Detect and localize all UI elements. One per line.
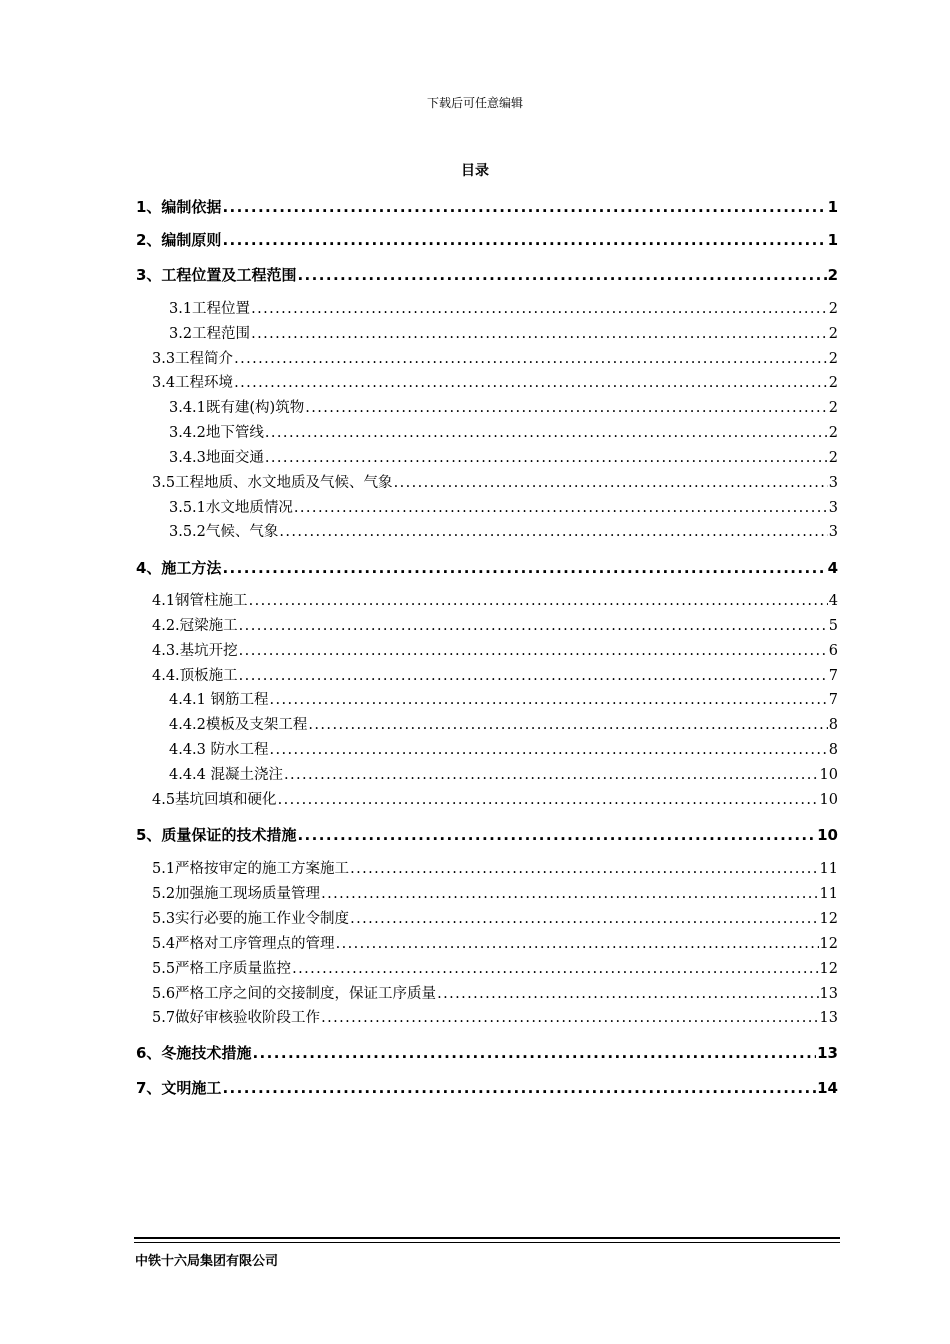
toc-dot-leader [321,883,818,905]
toc-dot-leader [279,521,827,543]
toc-entry-page: 12 [819,961,838,977]
toc-entry[interactable] [136,264,838,286]
toc-entry[interactable] [152,958,838,980]
toc-entry-page: 13 [817,1044,838,1062]
toc-entry[interactable] [152,883,838,905]
header-note: 下载后可任意编辑 [426,96,523,110]
toc-entry[interactable] [152,665,838,687]
toc-entry-label: 5.7做好审核验收阶段工作 [152,1010,321,1026]
toc-entry[interactable] [169,714,838,736]
toc-dot-leader [222,1077,816,1099]
toc-dot-leader [222,557,826,579]
toc-entry[interactable] [169,323,838,345]
toc-dot-leader [239,615,828,637]
toc-dot-leader [234,372,828,394]
toc-entry-label: 5.6严格工序之间的交接制度，保证工序质量 [152,986,437,1002]
toc-entry[interactable] [136,1077,838,1099]
toc-entry-label: 5.4严格对工序管理点的管理 [152,936,335,952]
toc-dot-leader [270,739,828,761]
toc-dot-leader [321,1007,818,1029]
toc-entry-page: 2 [828,375,838,391]
toc-dot-leader [251,298,828,320]
toc-entry[interactable] [169,521,838,543]
toc-dot-leader [350,858,818,880]
toc-entry-page: 10 [817,826,838,844]
toc-entry-page: 2 [828,400,838,416]
toc-entry-label: 7、文明施工 [136,1079,222,1097]
toc-entry-page: 1 [827,198,838,216]
toc-entry[interactable] [152,1007,838,1029]
toc-entry-page: 2 [828,301,838,317]
toc-entry-page: 3 [828,524,838,540]
toc-entry-page: 13 [819,1010,838,1026]
toc-entry-page: 6 [828,643,838,659]
toc-entry-label: 5、质量保证的技术措施 [136,826,297,844]
toc-entry[interactable] [152,615,838,637]
toc-dot-leader [297,264,826,286]
toc-entry-label: 5.3实行必要的施工作业令制度 [152,911,350,927]
toc-entry[interactable] [136,229,838,251]
toc-entry[interactable] [152,640,838,662]
toc-entry-label: 3.1工程位置 [169,301,251,317]
toc-entry[interactable] [152,472,838,494]
toc-entry[interactable] [169,689,838,711]
toc-entry-label: 4.4.4 混凝土浇注 [169,767,284,783]
toc-entry[interactable] [169,739,838,761]
toc-entry-label: 3.5工程地质、水文地质及气候、气象 [152,475,393,491]
toc-entry-label: 3.4.3地面交通 [169,450,264,466]
toc-dot-leader [278,789,819,811]
toc-entry-page: 10 [819,792,838,808]
toc-entry-label: 3.4.1既有建(构)筑物 [169,400,305,416]
toc-entry[interactable] [152,372,838,394]
toc-entry-page: 14 [817,1079,838,1097]
toc-dot-leader [336,933,819,955]
toc-dot-leader [222,196,826,218]
toc-entry-page: 2 [828,326,838,342]
toc-dot-leader [265,422,828,444]
toc-entry-label: 3、工程位置及工程范围 [136,266,297,284]
toc-entry-label: 5.2加强施工现场质量管理 [152,886,321,902]
toc-entry-label: 5.1严格按审定的施工方案施工 [152,861,350,877]
toc-entry[interactable] [169,497,838,519]
toc-dot-leader [222,229,826,251]
toc-entry-page: 8 [828,717,838,733]
toc-entry-page: 8 [828,742,838,758]
toc-entry[interactable] [152,858,838,880]
toc-entry-label: 2、编制原则 [136,231,222,249]
toc-entry[interactable] [152,590,838,612]
toc-entry-label: 3.5.1水文地质情况 [169,500,293,516]
footer-rule-thin [134,1242,840,1243]
toc-entry-label: 3.5.2气候、气象 [169,524,279,540]
toc-dot-leader [284,764,819,786]
toc-dot-leader [292,958,818,980]
toc-entry[interactable] [169,447,838,469]
toc-entry-label: 4.2.冠梁施工 [152,618,238,634]
toc-dot-leader [252,1042,816,1064]
toc-entry-page: 4 [827,559,838,577]
toc-dot-leader [437,983,818,1005]
toc-dot-leader [297,824,816,846]
toc-entry-label: 4.1钢管柱施工 [152,593,248,609]
toc-dot-leader [234,348,828,370]
footer-rule [134,1237,840,1239]
toc-entry-label: 6、冬施技术措施 [136,1044,252,1062]
toc-entry-page: 11 [819,861,838,877]
toc-entry-label: 3.4工程环境 [152,375,234,391]
toc-entry-page: 2 [828,351,838,367]
toc-entry-page: 3 [828,500,838,516]
toc-entry[interactable] [136,824,838,846]
toc-entry[interactable] [152,789,838,811]
toc-entry-page: 7 [828,692,838,708]
toc-entry[interactable] [152,348,838,370]
toc-dot-leader [270,689,828,711]
toc-entry-label: 4.3.基坑开挖 [152,643,238,659]
toc-title: 目录 [461,163,489,179]
toc-entry[interactable] [169,422,838,444]
toc-entry-page: 13 [819,986,838,1002]
toc-dot-leader [239,640,828,662]
toc-entry-page: 2 [828,450,838,466]
toc-entry-page: 10 [819,767,838,783]
toc-entry-label: 4.4.2模板及支架工程 [169,717,308,733]
toc-entry[interactable] [152,933,838,955]
toc-dot-leader [265,447,828,469]
toc-dot-leader [308,714,827,736]
toc-entry-page: 1 [827,231,838,249]
toc-entry-label: 4、施工方法 [136,559,222,577]
toc-dot-leader [294,497,828,519]
toc-entry-page: 4 [828,593,838,609]
toc-dot-leader [305,397,828,419]
toc-dot-leader [394,472,828,494]
toc-dot-leader [350,908,818,930]
toc-entry-page: 7 [828,668,838,684]
toc-entry-label: 1、编制依据 [136,198,222,216]
toc-entry-label: 4.4.顶板施工 [152,668,238,684]
toc-entry-page: 5 [828,618,838,634]
toc-entry[interactable] [169,298,838,320]
toc-dot-leader [239,665,828,687]
toc-entry-label: 4.4.1 钢筋工程 [169,692,269,708]
toc-dot-leader [251,323,828,345]
toc-dot-leader [249,590,828,612]
toc-entry-label: 4.5基坑回填和硬化 [152,792,277,808]
toc-entry[interactable] [136,557,838,579]
toc-entry-page: 3 [828,475,838,491]
toc-entry[interactable] [152,908,838,930]
toc-entry[interactable] [152,983,838,1005]
toc-entry[interactable] [136,196,838,218]
toc-entry-page: 12 [819,936,838,952]
toc-entry-label: 3.3工程简介 [152,351,234,367]
toc-entry-label: 5.5严格工序质量监控 [152,961,292,977]
toc-entry-label: 3.2工程范围 [169,326,251,342]
toc-entry-page: 11 [819,886,838,902]
toc-entry[interactable] [169,764,838,786]
toc-entry-page: 2 [827,266,838,284]
toc-entry-label: 4.4.3 防水工程 [169,742,269,758]
toc-entry[interactable] [169,397,838,419]
toc-entry-page: 12 [819,911,838,927]
toc-entry-page: 2 [828,425,838,441]
footer-company: 中铁十六局集团有限公司 [135,1254,279,1269]
toc-entry[interactable] [136,1042,838,1064]
toc-entry-label: 3.4.2地下管线 [169,425,264,441]
